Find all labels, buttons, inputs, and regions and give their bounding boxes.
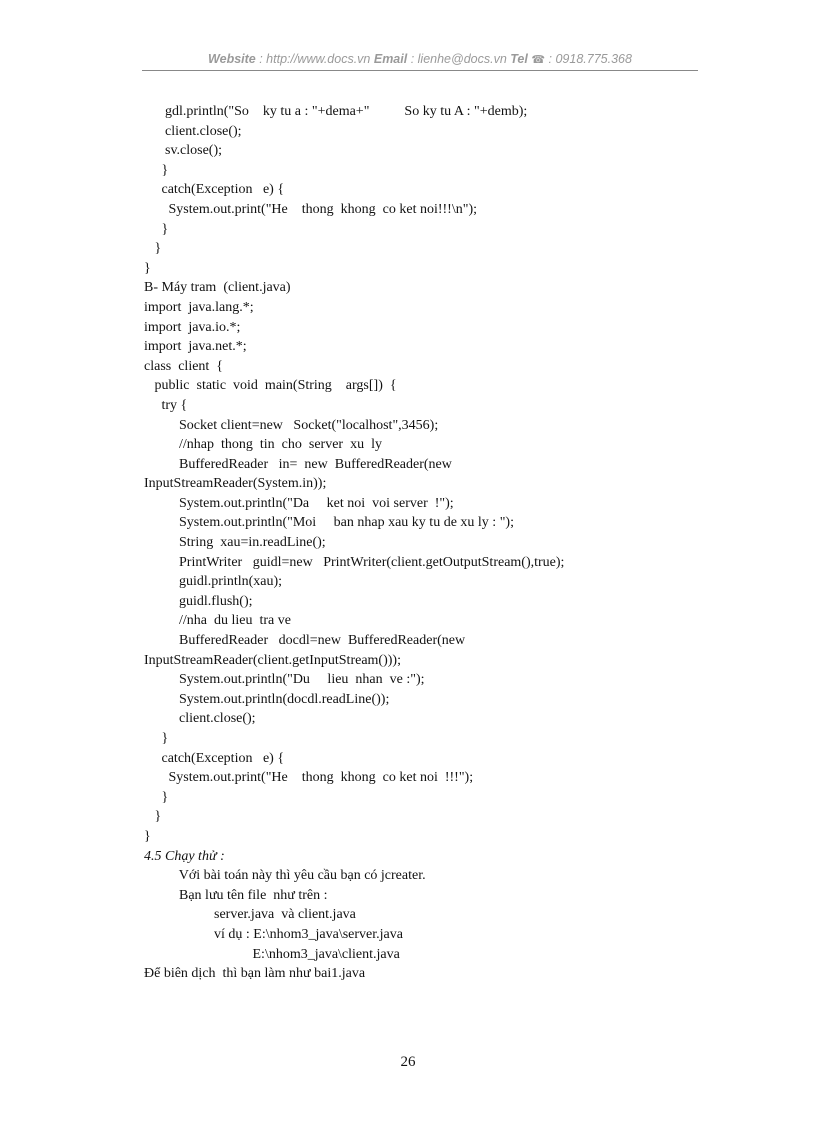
code-line: InputStreamReader(System.in)); (144, 476, 327, 492)
page-header (140, 52, 700, 66)
code-line: //nha du lieu tra ve (144, 613, 291, 629)
email-label: Email (373, 52, 408, 66)
code-line: BufferedReader docdl=new BufferedReader(new (144, 633, 466, 649)
code-line: client.close(); (144, 123, 242, 139)
code-line: PrintWriter guidl=new PrintWriter(client.getOutputStream(),true); (144, 554, 565, 570)
text-line: ví dụ : E:\nhom3_java\server.java (144, 926, 403, 942)
code-line: guidl.println(xau); (144, 574, 283, 590)
code-line: class client { (144, 358, 224, 374)
code-line: InputStreamReader(client.getInputStream())); (144, 652, 401, 668)
code-line: catch(Exception e) { (144, 750, 285, 766)
code-line: import java.lang.*; (144, 299, 254, 315)
code-line: } (144, 731, 169, 746)
code-line: System.out.print("He thong khong co ket noi!!!\n"); (144, 201, 477, 217)
text-line: E:\nhom3_java\client.java (144, 946, 400, 962)
page-number: 26 (400, 1054, 416, 1070)
code-line: String xau=in.readLine(); (144, 535, 326, 551)
text-line: server.java và client.java (144, 907, 356, 923)
code-line: } (144, 241, 162, 257)
text-line: Bạn lưu tên file như trên : (144, 887, 328, 903)
code-line: System.out.println("Moi ban nhap xau ky tu de xu ly : "); (144, 515, 514, 531)
code-line: Socket client=new Socket("localhost",3456); (144, 417, 439, 433)
code-line: gdl.println("So ky tu a : "+dema+" So ky tu A : "+demb); (144, 104, 528, 119)
code-line: } (144, 809, 162, 825)
code-line: BufferedReader in= new BufferedReader(new (144, 456, 452, 472)
header-rule (142, 70, 698, 71)
code-line: client.close(); (144, 711, 256, 727)
code-line: System.out.println(docdl.readLine()); (144, 691, 390, 707)
code-line: catch(Exception e) { (144, 182, 285, 198)
tel-value: : 0918.775.368 (545, 52, 632, 66)
code-line: sv.close(); (144, 143, 223, 159)
website-value: : http://www.docs.vn (255, 52, 374, 66)
code-line: System.out.println("Da ket noi voi server !"); (144, 495, 454, 511)
section-title: B- Máy tram (client.java) (144, 280, 291, 296)
text-line: Với bài toán này thì yêu cầu bạn có jcreater. (144, 868, 426, 884)
code-line: } (144, 260, 151, 276)
code-line: System.out.println("Du lieu nhan ve :"); (144, 672, 425, 688)
code-line: public static void main(String args[]) { (144, 378, 397, 394)
code-line: guidl.flush(); (144, 593, 253, 609)
code-line: import java.net.*; (144, 339, 247, 355)
code-line: } (144, 162, 169, 178)
section-heading: 4.5 Chạy thử : (144, 848, 225, 864)
website-label: Website (208, 52, 256, 66)
code-line: try { (144, 397, 188, 413)
code-line: } (144, 789, 169, 805)
code-line: } (144, 221, 169, 237)
telephone-icon: ☎ (531, 54, 546, 66)
text-line: Để biên dịch thì bạn làm như bai1.java (144, 966, 366, 982)
code-line: import java.io.*; (144, 319, 241, 335)
tel-label: Tel (510, 52, 528, 66)
code-line: //nhap thong tin cho server xu ly (144, 437, 382, 453)
code-line: System.out.print("He thong khong co ket noi !!!"); (144, 770, 474, 786)
code-line: } (144, 828, 151, 844)
document-body (144, 102, 704, 984)
email-value: : lienhe@docs.vn (407, 52, 511, 66)
